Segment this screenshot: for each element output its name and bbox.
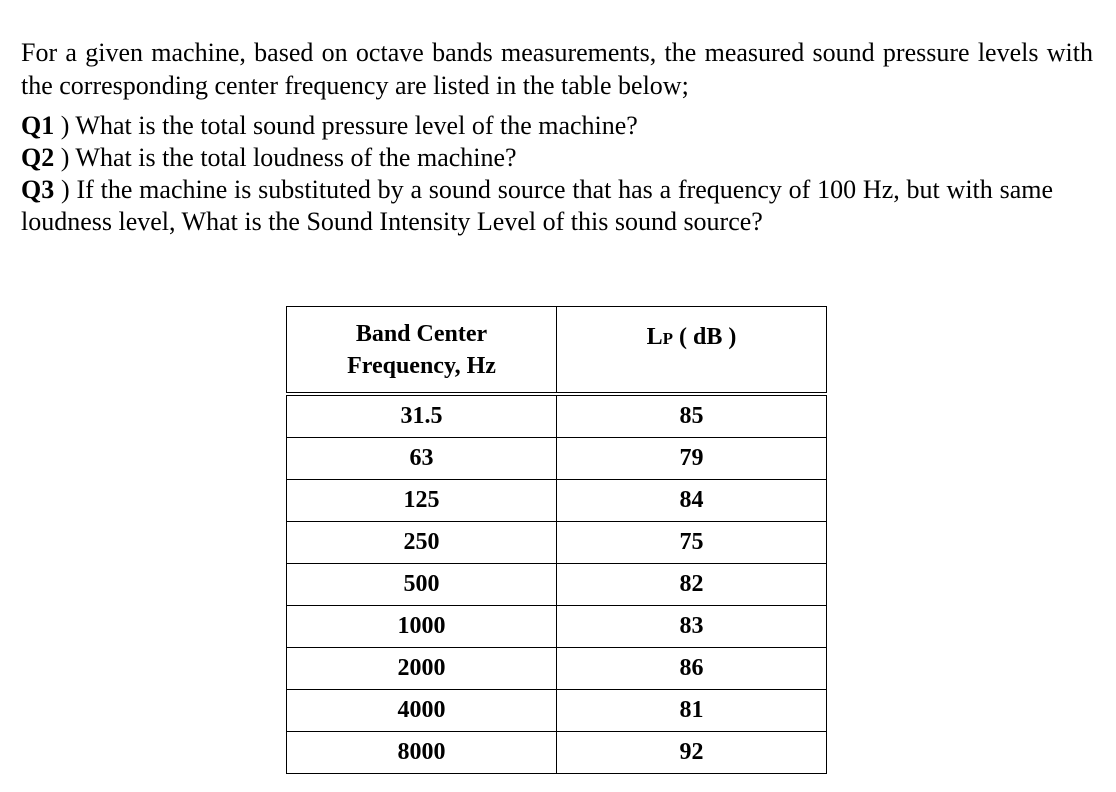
cell-lp: 82 (557, 564, 827, 606)
header-frequency-line1: Band Center (355, 320, 488, 347)
sound-level-table (286, 306, 827, 774)
cell-frequency: 1000 (287, 606, 557, 648)
question-3-text: ) If the machine is substituted by a sound source that has a frequency of 100 Hz, but with same loudness level, What is the Sound Intensity Level of this sound source? (21, 175, 1054, 236)
cell-lp: 81 (557, 690, 827, 732)
table-header-row (287, 307, 827, 395)
question-2-text: ) What is the total loudness of the machine? (60, 143, 517, 172)
table-row (287, 438, 827, 480)
header-lp-unit: ( dB ) (673, 323, 737, 350)
intro-paragraph: For a given machine, based on octave bands measurements, the measured sound pressure levels with the corresponding center frequency are listed in the table below; (21, 38, 1093, 100)
cell-frequency: 8000 (287, 732, 557, 774)
table-row (287, 394, 827, 438)
table-row (287, 690, 827, 732)
table-row (287, 522, 827, 564)
cell-lp: 92 (557, 732, 827, 774)
question-1-text: ) What is the total sound pressure level of the machine? (60, 111, 638, 140)
table-row (287, 648, 827, 690)
question-2 (21, 142, 1093, 174)
header-lp-main: L (646, 323, 663, 350)
cell-lp: 84 (557, 480, 827, 522)
cell-frequency: 63 (287, 438, 557, 480)
header-lp (557, 307, 827, 395)
cell-lp: 85 (557, 394, 827, 438)
header-frequency-line2: Frequency, Hz (347, 352, 496, 379)
question-1 (21, 110, 1093, 142)
cell-frequency: 4000 (287, 690, 557, 732)
cell-lp: 86 (557, 648, 827, 690)
questions-list (21, 110, 1093, 238)
question-3 (21, 174, 1053, 238)
cell-frequency: 250 (287, 522, 557, 564)
table-row (287, 606, 827, 648)
header-lp-label (647, 324, 737, 350)
cell-frequency: 31.5 (287, 394, 557, 438)
header-frequency (287, 307, 557, 395)
cell-frequency: 500 (287, 564, 557, 606)
cell-lp: 75 (557, 522, 827, 564)
cell-lp: 83 (557, 606, 827, 648)
table-row (287, 732, 827, 774)
question-2-number: Q2 (21, 143, 55, 172)
header-lp-subscript: P (662, 328, 674, 348)
question-1-number: Q1 (21, 111, 55, 140)
table-row (287, 564, 827, 606)
cell-frequency: 2000 (287, 648, 557, 690)
cell-lp: 79 (557, 438, 827, 480)
question-3-number: Q3 (21, 175, 55, 204)
cell-frequency: 125 (287, 480, 557, 522)
table-row (287, 480, 827, 522)
table-body (287, 394, 827, 774)
